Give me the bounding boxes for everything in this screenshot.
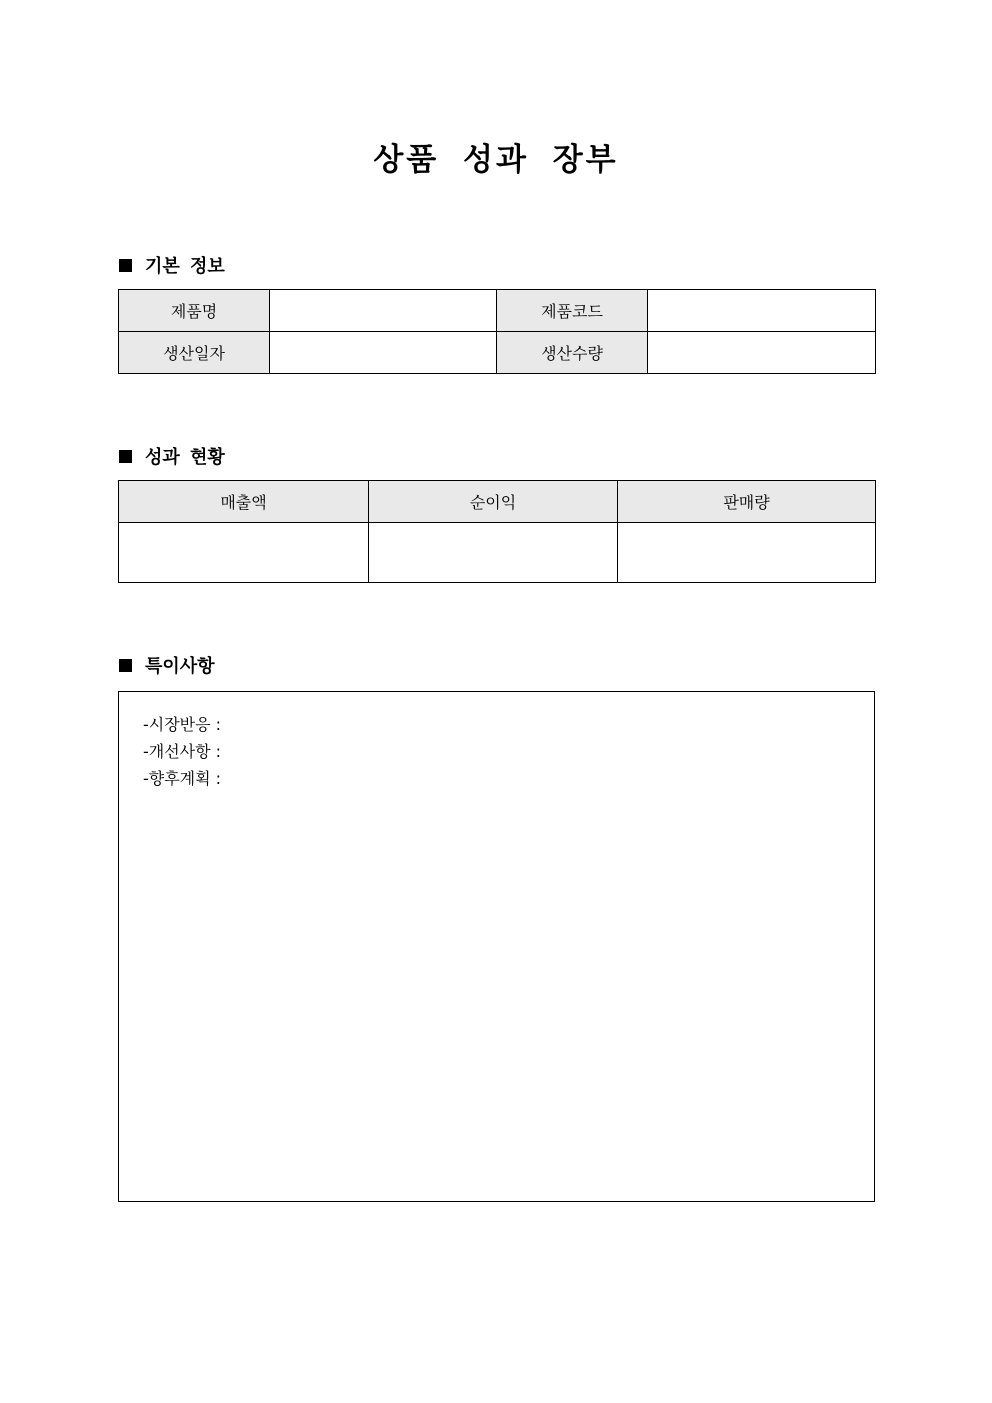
table-header-row <box>119 481 876 523</box>
column-header-net-profit: 순이익 <box>369 481 618 523</box>
product-code-field[interactable] <box>648 290 876 332</box>
remarks-line-improvements: -개선사항 : <box>143 742 222 761</box>
page-title: 상품 성과 장부 <box>373 142 619 178</box>
production-date-field[interactable] <box>270 332 497 374</box>
performance-table <box>118 480 876 583</box>
remarks-line-market-response: -시장반응 : <box>143 715 222 734</box>
column-header-revenue: 매출액 <box>119 481 369 523</box>
remarks-box[interactable] <box>118 691 875 1202</box>
square-bullet-icon <box>119 450 132 463</box>
section-heading-performance <box>119 444 225 468</box>
section-heading-remarks <box>119 653 215 677</box>
product-name-label: 제품명 <box>119 290 270 332</box>
product-name-field[interactable] <box>270 290 497 332</box>
net-profit-field[interactable] <box>369 523 618 583</box>
section-title: 특이사항 <box>145 656 215 677</box>
product-code-label: 제품코드 <box>497 290 648 332</box>
table-row <box>119 290 876 332</box>
section-title: 기본 정보 <box>145 256 225 277</box>
table-row <box>119 523 876 583</box>
square-bullet-icon <box>119 659 132 672</box>
revenue-field[interactable] <box>119 523 369 583</box>
section-heading-basic-info <box>119 253 225 277</box>
production-quantity-label: 생산수량 <box>497 332 648 374</box>
column-header-sales-volume: 판매량 <box>618 481 876 523</box>
section-title: 성과 현황 <box>145 447 225 468</box>
production-date-label: 생산일자 <box>119 332 270 374</box>
square-bullet-icon <box>119 259 132 272</box>
table-row <box>119 332 876 374</box>
remarks-line-future-plans: -향후계획 : <box>143 769 222 788</box>
production-quantity-field[interactable] <box>648 332 876 374</box>
sales-volume-field[interactable] <box>618 523 876 583</box>
basic-info-table <box>118 289 876 374</box>
